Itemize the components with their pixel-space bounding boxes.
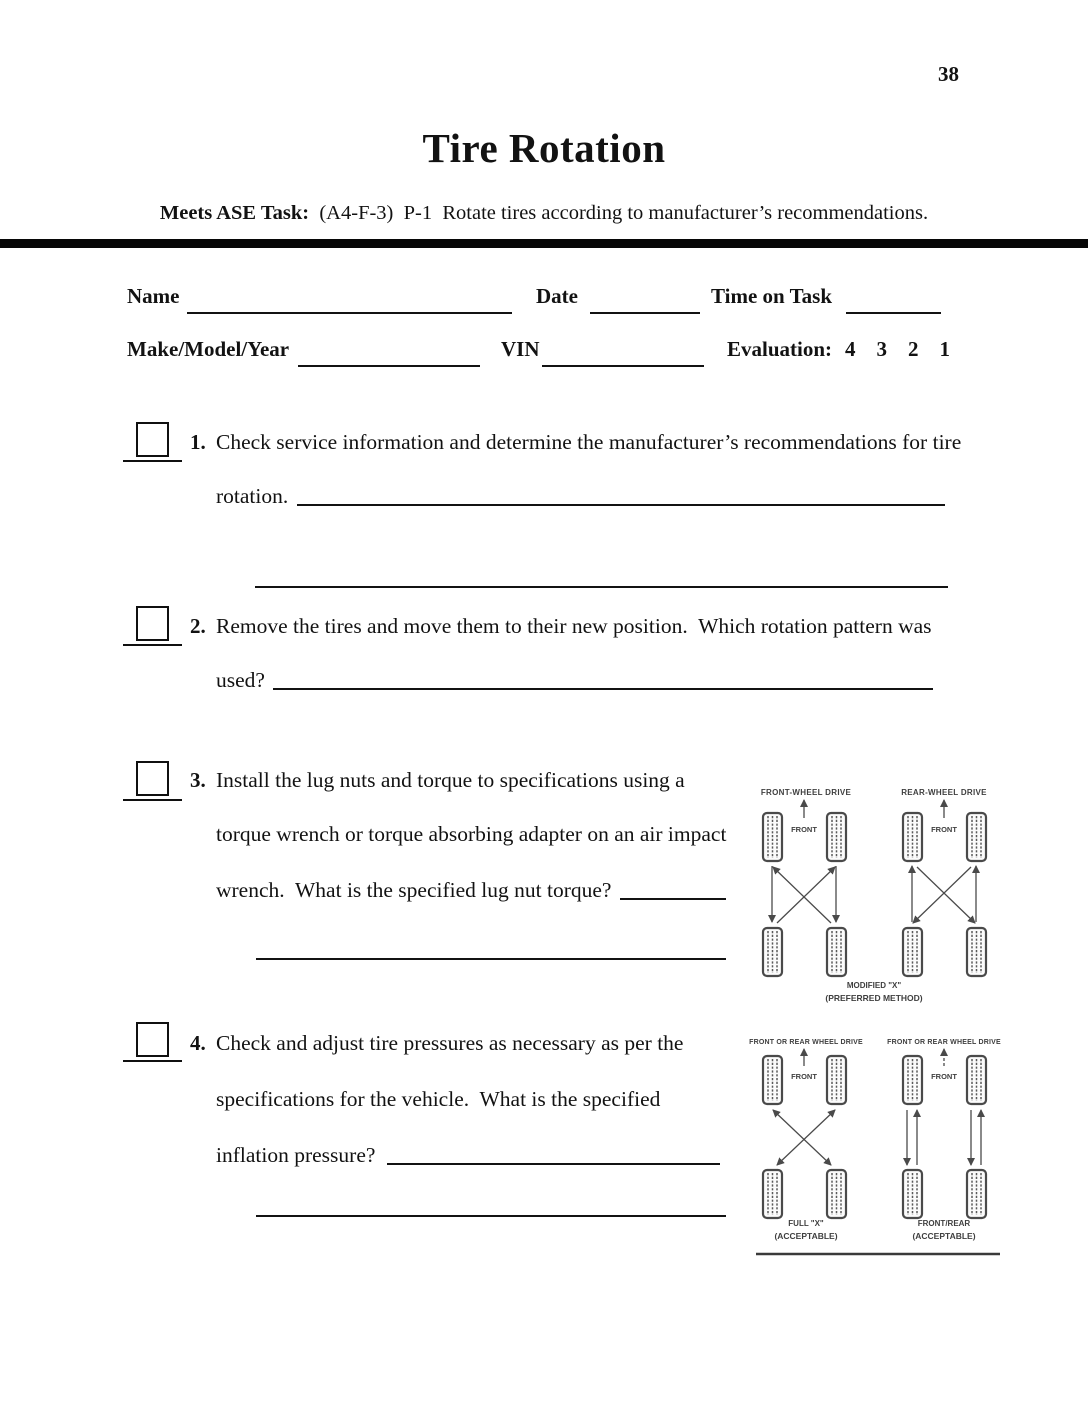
task-1-number: 1.	[190, 430, 206, 454]
modified-x-caption: MODIFIED "X"	[846, 981, 902, 990]
task-1-line-2-text: rotation.	[216, 484, 289, 508]
task-3-answer-blank-2	[256, 934, 726, 960]
full-x-acceptable-caption: (ACCEPTABLE)	[774, 1231, 838, 1241]
date-blank	[590, 288, 700, 314]
full-x-front-right-tire	[827, 1056, 846, 1104]
task-1-answer-blank-1	[297, 486, 945, 506]
fwd-cross-arrow-2	[773, 867, 831, 923]
tire-rotation-diagram-acceptable	[746, 1030, 1018, 1262]
task-2-answer-blank	[273, 670, 933, 690]
task-3-answer-blank-1	[620, 880, 726, 900]
rwd-front-right-tire	[967, 813, 986, 861]
full-x-rear-right-tire	[827, 1170, 846, 1218]
full-x-front-left-tire	[763, 1056, 782, 1104]
rwd-front-left-tire	[903, 813, 922, 861]
task-3-number: 3.	[190, 768, 206, 792]
task-2-checkbox-line	[123, 608, 182, 646]
full-x-caption: FULL "X"	[788, 1219, 824, 1228]
evaluation-value-4: 4	[845, 337, 856, 361]
fwd-title: FRONT-WHEEL DRIVE	[760, 788, 852, 797]
evaluation-value-3: 3	[876, 337, 887, 361]
full-x-cross-arrow-2	[773, 1110, 831, 1165]
time-on-task-label: Time on Task	[711, 284, 833, 308]
front-rear-rear-left-tire	[903, 1170, 922, 1218]
full-x-rear-left-tire	[763, 1170, 782, 1218]
evaluation-scale	[845, 337, 950, 362]
full-x-title: FRONT OR REAR WHEEL DRIVE	[749, 1039, 863, 1046]
task-3-line-3-text: wrench. What is the specified lug nut torque?	[216, 878, 612, 902]
task-2-checkbox	[136, 606, 169, 641]
task-1-text-line-2	[216, 484, 945, 509]
front-rear-rear-right-tire	[967, 1170, 986, 1218]
rwd-rear-right-tire	[967, 928, 986, 976]
front-rear-front-right-tire	[967, 1056, 986, 1104]
name-label: Name	[127, 284, 180, 308]
tire-rotation-diagram-modified-x	[746, 780, 1018, 1008]
task-1-text-line-1: Check service information and determine the manufacturer’s recommendations for tire	[216, 430, 962, 454]
fwd-rear-right-tire	[827, 928, 846, 976]
date-label: Date	[536, 284, 578, 308]
rwd-rear-left-tire	[903, 928, 922, 976]
make-model-year-blank	[298, 341, 480, 367]
vin-label: VIN	[501, 337, 540, 361]
page-number: 38	[938, 62, 959, 86]
task-1-checkbox-line	[123, 424, 182, 462]
front-rear-title: FRONT OR REAR WHEEL DRIVE	[887, 1039, 1001, 1046]
task-2-line-2-text: used?	[216, 668, 265, 692]
fwd-front-right-tire	[827, 813, 846, 861]
evaluation-value-2: 2	[908, 337, 919, 361]
evaluation-label: Evaluation:	[727, 337, 833, 361]
task-4-number: 4.	[190, 1031, 206, 1055]
fwd-front-label: FRONT	[791, 825, 817, 834]
front-rear-front-label: FRONT	[931, 1072, 957, 1081]
task-3-checkbox-line	[123, 763, 182, 801]
rwd-cross-arrow-2	[913, 867, 971, 923]
page-title: Tire Rotation	[422, 125, 666, 171]
time-on-task-blank	[846, 288, 941, 314]
front-rear-acceptable-caption: (ACCEPTABLE)	[912, 1231, 976, 1241]
task-2-text-line-1: Remove the tires and move them to their new position. Which rotation pattern was	[216, 614, 932, 638]
ase-task-line	[0, 202, 1088, 225]
ase-task-text: (A4-F-3) P-1 Rotate tires according to manufacturer’s recommendations.	[309, 202, 929, 224]
full-x-front-label: FRONT	[791, 1072, 817, 1081]
task-4-text-line-2: specifications for the vehicle. What is the specified	[216, 1087, 661, 1111]
make-model-year-label: Make/Model/Year	[127, 337, 290, 361]
evaluation-value-1: 1	[939, 337, 950, 361]
ase-task-label: Meets ASE Task:	[159, 202, 310, 224]
task-4-checkbox	[136, 1022, 169, 1057]
task-4-text-line-3	[216, 1143, 720, 1168]
front-rear-caption: FRONT/REAR	[917, 1219, 971, 1228]
fwd-cross-arrow-1	[777, 867, 835, 923]
vin-blank	[542, 341, 704, 367]
rwd-front-label: FRONT	[931, 825, 957, 834]
task-1-answer-blank-2	[255, 562, 948, 588]
preferred-method-caption: (PREFERRED METHOD)	[825, 993, 923, 1003]
name-blank	[187, 288, 512, 314]
rwd-title: REAR-WHEEL DRIVE	[901, 788, 987, 797]
front-rear-front-left-tire	[903, 1056, 922, 1104]
full-x-cross-arrow-1	[777, 1110, 835, 1165]
task-4-answer-blank-1	[387, 1145, 720, 1165]
task-4-line-3-text: inflation pressure?	[216, 1143, 376, 1167]
task-3-text-line-1: Install the lug nuts and torque to specifications using a	[216, 768, 685, 792]
task-4-checkbox-line	[123, 1024, 182, 1062]
task-3-text-line-3	[216, 878, 726, 903]
rwd-cross-arrow-1	[917, 867, 975, 923]
task-1-checkbox	[136, 422, 169, 457]
fwd-rear-left-tire	[763, 928, 782, 976]
task-4-answer-blank-2	[256, 1191, 726, 1217]
task-3-checkbox	[136, 761, 169, 796]
task-4-text-line-1: Check and adjust tire pressures as necessary as per the	[216, 1031, 684, 1055]
task-2-text-line-2	[216, 668, 933, 693]
fwd-front-left-tire	[763, 813, 782, 861]
header-divider-rule	[0, 239, 1088, 248]
task-3-text-line-2: torque wrench or torque absorbing adapter on an air impact	[216, 822, 727, 846]
task-2-number: 2.	[190, 614, 206, 638]
